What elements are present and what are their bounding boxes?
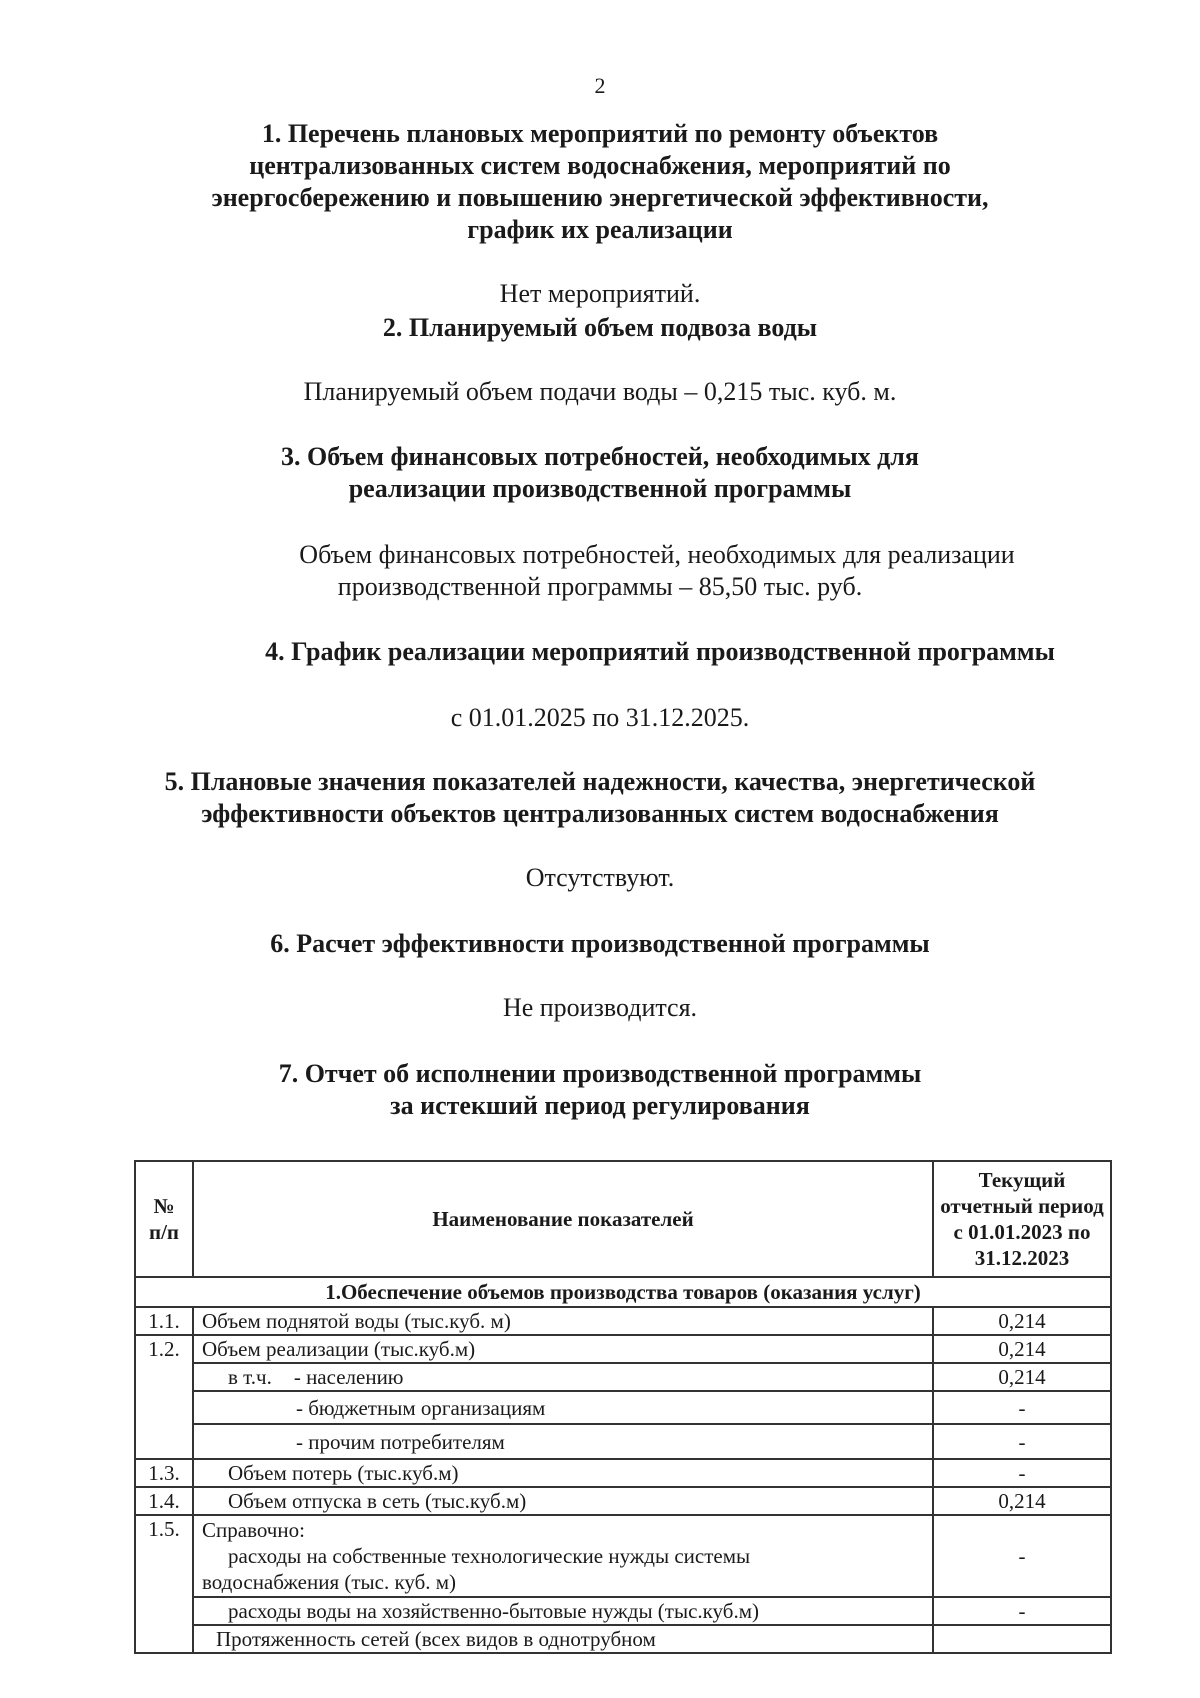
table-row bbox=[135, 1459, 1111, 1487]
section-3-text-line: Объем финансовых потребностей, необходимых для реализации bbox=[299, 540, 1015, 569]
section-2-title: 2. Планируемый объем подвоза воды bbox=[382, 313, 818, 342]
table-row bbox=[135, 1597, 1111, 1625]
section-5-title-line: эффективности объектов централизованных систем водоснабжения bbox=[201, 799, 999, 828]
row-value: 0,214 bbox=[933, 1363, 1111, 1391]
header-period-line: 31.12.2023 bbox=[974, 1246, 1070, 1270]
section-1-title-line: централизованных систем водоснабжения, мероприятий по bbox=[249, 151, 951, 180]
row-name: - прочим потребителям bbox=[193, 1424, 933, 1459]
table-row bbox=[135, 1335, 1111, 1363]
section-3-title-line: реализации производственной программы bbox=[348, 474, 852, 503]
row-value: - bbox=[933, 1424, 1111, 1459]
row-name: Объем поднятой воды (тыс.куб. м) bbox=[193, 1307, 933, 1335]
section-6-title: 6. Расчет эффективности производственной программы bbox=[270, 929, 930, 958]
section-3-text-line: производственной программы – 85,50 тыс. руб. bbox=[337, 572, 863, 601]
section-7-title-line: за истекший период регулирования bbox=[390, 1091, 810, 1120]
section-5-text: Отсутствуют. bbox=[525, 863, 675, 892]
row-value: - bbox=[933, 1515, 1111, 1597]
row-value: 0,214 bbox=[933, 1487, 1111, 1515]
table-section-row bbox=[135, 1277, 1111, 1307]
row-value: 0,214 bbox=[933, 1335, 1111, 1363]
row-name: Объем реализации (тыс.куб.м) bbox=[193, 1335, 933, 1363]
row-name: расходы воды на хозяйственно-бытовые нужды (тыс.куб.м) bbox=[193, 1597, 933, 1625]
section-5-title-line: 5. Плановые значения показателей надежности, качества, энергетической bbox=[164, 767, 1036, 796]
section-1-title-line: график их реализации bbox=[467, 215, 733, 244]
header-period-line: отчетный период bbox=[940, 1194, 1104, 1218]
row-name-line: водоснабжения (тыс. куб. м) bbox=[202, 1570, 457, 1594]
table-row bbox=[135, 1391, 1111, 1424]
section-4-title: 4. График реализации мероприятий производственной программы bbox=[265, 637, 1055, 666]
row-value bbox=[933, 1625, 1111, 1653]
table-row bbox=[135, 1363, 1111, 1391]
row-name bbox=[193, 1515, 933, 1597]
table-row bbox=[135, 1515, 1111, 1597]
section-7-title-line: 7. Отчет об исполнении производственной программы bbox=[278, 1059, 922, 1088]
section-1-title-line: 1. Перечень плановых мероприятий по ремонту объектов bbox=[261, 119, 939, 148]
row-name-line: Справочно: bbox=[202, 1518, 305, 1542]
row-name: - бюджетным организациям bbox=[193, 1391, 933, 1424]
table-row bbox=[135, 1625, 1111, 1653]
header-name: Наименование показателей bbox=[193, 1161, 933, 1277]
section-3-title-line: 3. Объем финансовых потребностей, необходимых для bbox=[281, 442, 919, 471]
table-row bbox=[135, 1487, 1111, 1515]
table-section-title: 1.Обеспечение объемов производства товаров (оказания услуг) bbox=[135, 1277, 1111, 1307]
row-prefix: в т.ч. bbox=[228, 1365, 272, 1389]
row-number: 1.5. bbox=[135, 1515, 193, 1653]
section-6-text: Не производится. bbox=[502, 993, 698, 1022]
header-number-line: № bbox=[153, 1194, 175, 1218]
table-row bbox=[135, 1307, 1111, 1335]
header-period-line: с 01.01.2023 по bbox=[953, 1220, 1091, 1244]
header-period bbox=[933, 1161, 1111, 1277]
row-name-line: расходы на собственные технологические нужды системы bbox=[228, 1544, 751, 1568]
section-1-title bbox=[0, 118, 1200, 246]
header-number bbox=[135, 1161, 193, 1277]
row-value: - bbox=[933, 1459, 1111, 1487]
row-name: Протяженность сетей (всех видов в однотрубном bbox=[193, 1625, 933, 1653]
section-5-title bbox=[0, 766, 1200, 830]
header-period-line: Текущий bbox=[978, 1168, 1066, 1192]
section-4-text: с 01.01.2025 по 31.12.2025. bbox=[450, 703, 750, 732]
section-1-text: Нет мероприятий. bbox=[499, 279, 701, 308]
section-3-text bbox=[0, 539, 1200, 603]
table-row bbox=[135, 1424, 1111, 1459]
section-7-title bbox=[0, 1058, 1200, 1122]
row-number: 1.1. bbox=[135, 1307, 193, 1335]
row-name: Объем отпуска в сеть (тыс.куб.м) bbox=[193, 1487, 933, 1515]
row-name bbox=[193, 1363, 933, 1391]
row-name-text: - населению bbox=[293, 1365, 404, 1389]
row-name: Объем потерь (тыс.куб.м) bbox=[193, 1459, 933, 1487]
page-number: 2 bbox=[594, 73, 606, 98]
row-value: - bbox=[933, 1597, 1111, 1625]
report-table bbox=[134, 1160, 1112, 1654]
section-1-title-line: энергосбережению и повышению энергетической эффективности, bbox=[211, 183, 989, 212]
header-number-line: п/п bbox=[148, 1220, 180, 1244]
row-number: 1.4. bbox=[135, 1487, 193, 1515]
table-header-row bbox=[135, 1161, 1111, 1277]
section-2-text: Планируемый объем подачи воды – 0,215 тыс. куб. м. bbox=[303, 377, 897, 406]
row-number: 1.2. bbox=[135, 1335, 193, 1459]
section-3-title bbox=[0, 441, 1200, 505]
row-number: 1.3. bbox=[135, 1459, 193, 1487]
row-value: 0,214 bbox=[933, 1307, 1111, 1335]
row-value: - bbox=[933, 1391, 1111, 1424]
